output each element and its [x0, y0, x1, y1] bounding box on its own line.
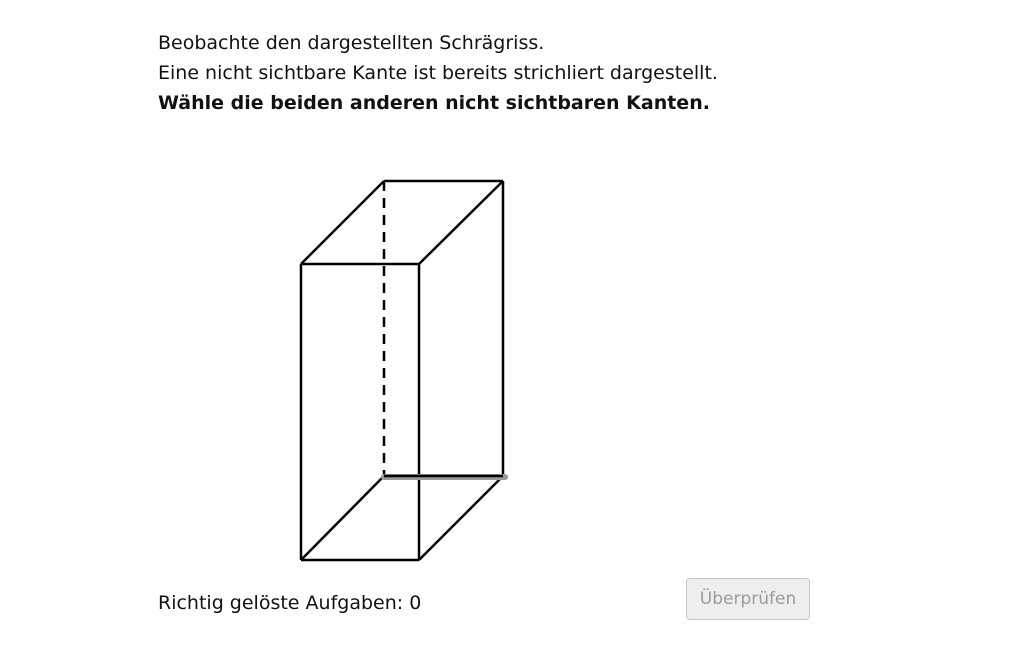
- edge-bottom-right-receding[interactable]: [419, 476, 503, 560]
- edge-top-left-receding[interactable]: [301, 181, 384, 264]
- task-instructions: [158, 28, 918, 118]
- instruction-line-3: Wähle die beiden anderen nicht sichtbaren Kanten.: [158, 92, 710, 114]
- instruction-line-1: Beobachte den dargestellten Schrägriss.: [158, 32, 545, 54]
- solved-tasks-counter: Richtig gelöste Aufgaben: 0: [158, 592, 422, 614]
- edge-top-right-receding[interactable]: [419, 181, 503, 264]
- instruction-line-2: Eine nicht sichtbare Kante ist bereits strichliert dargestellt.: [158, 62, 718, 84]
- edge-bottom-left-receding[interactable]: [301, 476, 384, 560]
- check-button[interactable]: Überprüfen: [686, 578, 810, 620]
